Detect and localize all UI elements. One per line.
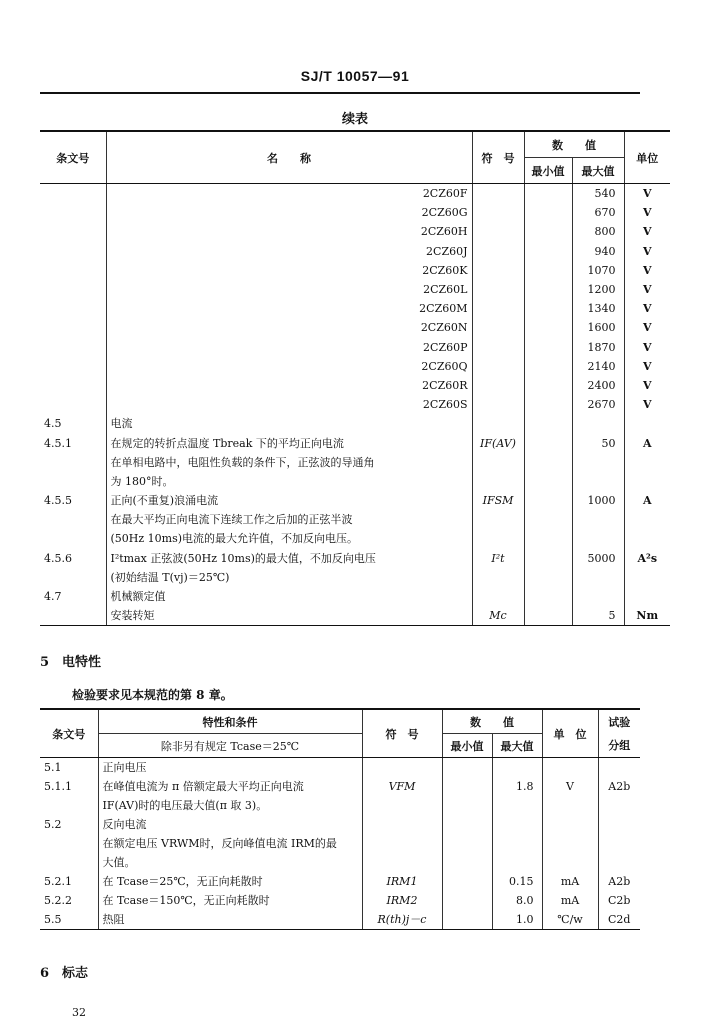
symbol-cell: IRM1 (362, 872, 442, 891)
min-cell (524, 376, 572, 395)
clause-cell (40, 261, 106, 280)
min-cell (442, 758, 492, 778)
model-name: 2CZ60F (106, 184, 472, 204)
condition-cell: 在额定电压 VRWM时，反向峰值电流 IRM的最 (98, 834, 362, 853)
col-conditions-note: 除非另有规定 Tcase＝25℃ (98, 734, 362, 758)
model-name: 2CZ60S (106, 395, 472, 414)
symbol-cell: IRM2 (362, 891, 442, 910)
min-cell (442, 815, 492, 834)
min-cell (524, 280, 572, 299)
col-max: 最大值 (572, 158, 624, 184)
symbol-cell (472, 222, 524, 241)
min-cell (524, 453, 572, 472)
col-symbol: 符 号 (472, 131, 524, 184)
min-cell (524, 318, 572, 337)
min-cell (442, 891, 492, 910)
table-row (40, 491, 670, 510)
max-value: 50 (572, 433, 624, 452)
table-row (40, 777, 640, 796)
min-cell (524, 414, 572, 433)
col-unit: 单位 (624, 131, 670, 184)
unit-cell: V (624, 203, 670, 222)
col-conditions: 特性和条件 (98, 709, 362, 734)
unit-cell: ℃/w (542, 910, 598, 930)
min-cell (442, 872, 492, 891)
max-value (492, 758, 542, 778)
unit-cell (624, 453, 670, 472)
unit-cell: V (624, 357, 670, 376)
symbol-cell: VFM (362, 777, 442, 796)
model-name: 2CZ60H (106, 222, 472, 241)
clause-cell (40, 280, 106, 299)
clause-cell (40, 242, 106, 261)
max-value: 670 (572, 203, 624, 222)
symbol-cell (362, 834, 442, 853)
min-cell (442, 910, 492, 930)
model-name: 2CZ60N (106, 318, 472, 337)
clause-cell: 4.5.1 (44, 436, 72, 450)
clause-cell (40, 834, 98, 853)
clause-cell: 5.2 (44, 817, 62, 831)
group-cell: C2d (598, 910, 640, 930)
symbol-cell (472, 184, 524, 204)
max-value: 0.15 (492, 872, 542, 891)
page-number: 32 (72, 1006, 86, 1019)
section-6-title: 6 标志 (40, 966, 89, 981)
unit-cell: V (624, 338, 670, 357)
symbol-cell (472, 338, 524, 357)
model-name: 2CZ60Q (106, 357, 472, 376)
table-row (40, 203, 670, 222)
table-row (40, 472, 670, 491)
table-row (40, 510, 670, 529)
header-rule (40, 92, 640, 94)
symbol-cell (472, 357, 524, 376)
table-row (40, 529, 670, 548)
max-value (492, 834, 542, 853)
name-cell: 正向(不重复)浪涌电流 (106, 491, 472, 510)
table-row (40, 568, 670, 587)
unit-cell (624, 587, 670, 606)
max-value: 1.0 (492, 910, 542, 930)
col-max: 最大值 (492, 734, 542, 758)
min-cell (524, 549, 572, 568)
min-cell (524, 529, 572, 548)
table-row (40, 834, 640, 853)
symbol-cell (472, 587, 524, 606)
clause-cell: 4.7 (44, 590, 62, 604)
unit-cell: Nm (624, 606, 670, 626)
min-cell (524, 299, 572, 318)
symbol-cell (362, 758, 442, 778)
table-row (40, 796, 640, 815)
col-clause: 条文号 (40, 131, 106, 184)
unit-cell: V (624, 184, 670, 204)
clause-cell (40, 376, 106, 395)
max-value: 8.0 (492, 891, 542, 910)
unit-cell: A²s (624, 549, 670, 568)
min-cell (524, 606, 572, 626)
max-value: 1000 (572, 491, 624, 510)
electrical-characteristics-table (40, 708, 640, 930)
clause-cell (40, 796, 98, 815)
clause-cell (40, 395, 106, 414)
col-name: 名 称 (106, 131, 472, 184)
clause-cell: 5.1.1 (44, 779, 72, 793)
unit-cell (542, 815, 598, 834)
unit-cell: V (542, 777, 598, 796)
table-row (40, 758, 640, 778)
table-row (40, 184, 670, 204)
group-cell: A2b (598, 872, 640, 891)
clause-cell (40, 453, 106, 472)
model-name: 2CZ60L (106, 280, 472, 299)
table-row (40, 261, 670, 280)
unit-cell: V (624, 280, 670, 299)
max-value: 540 (572, 184, 624, 204)
unit-cell (542, 758, 598, 778)
table-row (40, 242, 670, 261)
table-row (40, 453, 670, 472)
symbol-cell: IF(AV) (472, 433, 524, 452)
model-name: 2CZ60J (106, 242, 472, 261)
table-row (40, 357, 670, 376)
col-test: 试验 (598, 709, 640, 734)
table-row (40, 815, 640, 834)
clause-cell (40, 299, 106, 318)
name-cell: 在最大平均正向电流下连续工作之后加的正弦半波 (106, 510, 472, 529)
max-value (572, 472, 624, 491)
min-cell (524, 357, 572, 376)
name-cell: (50Hz 10ms)电流的最大允许值，不加反向电压。 (106, 529, 472, 548)
symbol-cell (362, 815, 442, 834)
unit-cell: V (624, 299, 670, 318)
condition-cell: IF(AV)时的电压最大值(π 取 3)。 (98, 796, 362, 815)
clause-cell (40, 568, 106, 587)
clause-cell: 5.1 (44, 760, 62, 774)
table-row (40, 222, 670, 241)
min-cell (524, 472, 572, 491)
table-row (40, 318, 670, 337)
unit-cell: V (624, 395, 670, 414)
max-value (492, 853, 542, 872)
unit-cell: A (624, 433, 670, 452)
table-caption: 续表 (341, 112, 368, 127)
max-value: 800 (572, 222, 624, 241)
unit-cell (624, 529, 670, 548)
unit-cell (542, 796, 598, 815)
max-value (572, 510, 624, 529)
min-cell (524, 203, 572, 222)
max-value: 1340 (572, 299, 624, 318)
model-name: 2CZ60P (106, 338, 472, 357)
condition-cell: 大值。 (98, 853, 362, 872)
name-cell: I²tmax 正弦波(50Hz 10ms)的最大值，不加反向电压 (106, 549, 472, 568)
symbol-cell (472, 529, 524, 548)
section-5-paragraph: 检验要求见本规范的第 8 章。 (72, 688, 233, 702)
symbol-cell: R(th)j－c (362, 910, 442, 930)
clause-cell: 5.5 (40, 910, 98, 930)
symbol-cell (472, 280, 524, 299)
table-row (40, 280, 670, 299)
unit-cell: V (624, 318, 670, 337)
clause-cell (40, 338, 106, 357)
min-cell (524, 242, 572, 261)
condition-cell: 正向电压 (98, 758, 362, 778)
min-cell (524, 338, 572, 357)
unit-cell: V (624, 376, 670, 395)
col-min: 最小值 (442, 734, 492, 758)
clause-cell (40, 606, 106, 626)
group-cell (598, 815, 640, 834)
symbol-cell (472, 203, 524, 222)
unit-cell (624, 472, 670, 491)
group-cell (598, 796, 640, 815)
name-cell: 在单相电路中，电阻性负载的条件下，正弦波的导通角 (106, 453, 472, 472)
symbol-cell (472, 395, 524, 414)
clause-cell: 5.2.1 (44, 874, 72, 888)
min-cell (524, 222, 572, 241)
table-row (40, 910, 640, 930)
clause-cell: 4.5 (44, 417, 62, 431)
table-row (40, 606, 670, 626)
clause-cell (40, 510, 106, 529)
symbol-cell: Mc (472, 606, 524, 626)
min-cell (442, 777, 492, 796)
ratings-table (40, 130, 670, 626)
max-value: 1600 (572, 318, 624, 337)
min-cell (524, 491, 572, 510)
clause-cell (40, 529, 106, 548)
symbol-cell (472, 568, 524, 587)
symbol-cell (362, 796, 442, 815)
name-cell: (初始结温 T(vj)＝25℃) (106, 568, 472, 587)
table-row (40, 853, 640, 872)
model-name: 2CZ60G (106, 203, 472, 222)
clause-cell (40, 184, 106, 204)
min-cell (442, 853, 492, 872)
clause-cell (40, 472, 106, 491)
max-value (572, 568, 624, 587)
max-value: 5000 (572, 549, 624, 568)
clause-cell (40, 357, 106, 376)
symbol-cell: IFSM (472, 491, 524, 510)
col-symbol: 符 号 (362, 709, 442, 758)
table-row (40, 587, 670, 606)
table-row (40, 433, 670, 452)
min-cell (442, 796, 492, 815)
condition-cell: 在 Tcase＝25℃，无正向耗散时 (98, 872, 362, 891)
name-cell: 在规定的转折点温度 Tbreak 下的平均正向电流 (106, 433, 472, 452)
max-value: 1070 (572, 261, 624, 280)
min-cell (524, 261, 572, 280)
name-cell: 安装转矩 (106, 606, 472, 626)
max-value (492, 815, 542, 834)
section-5-title: 5 电特性 (40, 655, 102, 670)
unit-cell: A (624, 491, 670, 510)
max-value: 940 (572, 242, 624, 261)
min-cell (524, 184, 572, 204)
clause-cell: 4.5.5 (44, 494, 72, 508)
model-name: 2CZ60K (106, 261, 472, 280)
min-cell (524, 510, 572, 529)
table-row (40, 299, 670, 318)
min-cell (524, 433, 572, 452)
col-group: 分组 (598, 734, 640, 758)
min-cell (524, 568, 572, 587)
group-cell: C2b (598, 891, 640, 910)
max-value: 1.8 (492, 777, 542, 796)
name-cell: 为 180°时。 (106, 472, 472, 491)
table-row (40, 891, 640, 910)
clause-cell: 4.5.6 (44, 551, 72, 565)
symbol-cell (472, 318, 524, 337)
max-value (572, 453, 624, 472)
unit-cell: mA (542, 872, 598, 891)
clause-cell (40, 203, 106, 222)
symbol-cell (472, 472, 524, 491)
name-cell: 电流 (106, 414, 472, 433)
unit-cell: mA (542, 891, 598, 910)
unit-cell (624, 414, 670, 433)
symbol-cell: I²t (472, 549, 524, 568)
symbol-cell (472, 414, 524, 433)
model-name: 2CZ60M (106, 299, 472, 318)
table-row (40, 338, 670, 357)
symbol-cell (472, 261, 524, 280)
unit-cell: V (624, 261, 670, 280)
condition-cell: 热阻 (98, 910, 362, 930)
col-min: 最小值 (524, 158, 572, 184)
unit-cell: V (624, 222, 670, 241)
group-cell (598, 758, 640, 778)
condition-cell: 在 Tcase＝150℃，无正向耗散时 (98, 891, 362, 910)
col-value: 数 值 (442, 709, 542, 734)
symbol-cell (472, 299, 524, 318)
max-value (492, 796, 542, 815)
max-value (572, 529, 624, 548)
clause-cell (40, 222, 106, 241)
max-value: 1200 (572, 280, 624, 299)
condition-cell: 在峰值电流为 π 倍额定最大平均正向电流 (98, 777, 362, 796)
clause-cell (40, 853, 98, 872)
symbol-cell (472, 453, 524, 472)
symbol-cell (472, 510, 524, 529)
unit-cell (542, 853, 598, 872)
max-value: 2400 (572, 376, 624, 395)
table-row (40, 549, 670, 568)
min-cell (442, 834, 492, 853)
standard-number: SJ/T 10057—91 (300, 68, 410, 84)
clause-cell: 5.2.2 (44, 893, 72, 907)
table-row (40, 376, 670, 395)
col-unit: 单 位 (542, 709, 598, 758)
unit-cell (624, 510, 670, 529)
table-row (40, 395, 670, 414)
group-cell (598, 853, 640, 872)
max-value (572, 414, 624, 433)
symbol-cell (472, 376, 524, 395)
condition-cell: 反向电流 (98, 815, 362, 834)
min-cell (524, 395, 572, 414)
clause-cell (40, 318, 106, 337)
max-value: 2670 (572, 395, 624, 414)
name-cell: 机械额定值 (106, 587, 472, 606)
col-value: 数 值 (524, 131, 624, 158)
table-row (40, 872, 640, 891)
table-row (40, 414, 670, 433)
max-value: 5 (572, 606, 624, 626)
min-cell (524, 587, 572, 606)
unit-cell: V (624, 242, 670, 261)
group-cell: A2b (598, 777, 640, 796)
col-clause: 条文号 (40, 709, 98, 758)
unit-cell (624, 568, 670, 587)
model-name: 2CZ60R (106, 376, 472, 395)
max-value (572, 587, 624, 606)
max-value: 1870 (572, 338, 624, 357)
symbol-cell (472, 242, 524, 261)
max-value: 2140 (572, 357, 624, 376)
symbol-cell (362, 853, 442, 872)
group-cell (598, 834, 640, 853)
unit-cell (542, 834, 598, 853)
